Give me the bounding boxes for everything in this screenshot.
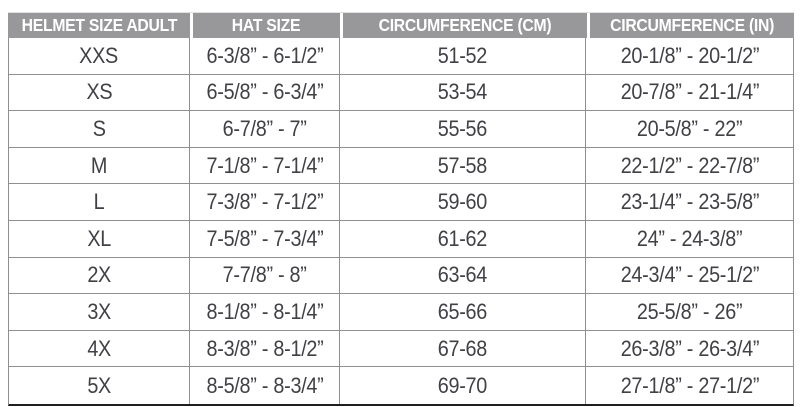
cell-circumference-in: 23-1/4” - 23-5/8” xyxy=(620,189,759,215)
cell-circumference-cm: 59-60 xyxy=(340,184,586,220)
cell-circumference-in: 27-1/8” - 27-1/2” xyxy=(620,372,759,398)
header-cell-helmet-size xyxy=(8,13,190,38)
cell-circumference-cm: 53-54 xyxy=(340,75,586,111)
cell-circumference-in: 20-5/8” - 22” xyxy=(636,115,743,141)
cell-hat-size: 7-5/8” - 7-3/4” xyxy=(190,221,340,257)
cell-circumference-in: 24” - 24-3/8” xyxy=(636,225,743,251)
cell-helmet-size: XXS xyxy=(9,38,190,74)
table-row xyxy=(9,38,793,75)
table-row xyxy=(9,367,793,404)
cell-helmet-size: 4X xyxy=(9,331,190,367)
cell-circumference-cm: 65-66 xyxy=(340,294,586,330)
header-cell-hat-size xyxy=(190,13,340,38)
header-label: CIRCUMFERENCE (IN) xyxy=(609,15,774,35)
cell-hat-size: 6-3/8” - 6-1/2” xyxy=(190,38,340,74)
header-label: HELMET SIZE ADULT xyxy=(21,15,177,35)
table-row xyxy=(9,258,793,295)
cell-circumference-cm: 67-68 xyxy=(340,331,586,367)
header-label: CIRCUMFERENCE (CM) xyxy=(378,15,552,35)
header-cell-circumference-cm xyxy=(340,13,587,38)
cell-hat-size: 7-1/8” - 7-1/4” xyxy=(190,148,340,184)
cell-circumference-in: 24-3/4” - 25-1/2” xyxy=(620,262,759,288)
cell-circumference-cm: 61-62 xyxy=(340,221,586,257)
cell-helmet-size: XS xyxy=(9,75,190,111)
table-row xyxy=(9,111,793,148)
table-row xyxy=(9,184,793,221)
cell-circumference-cm: 63-64 xyxy=(340,258,586,294)
cell-helmet-size: 3X xyxy=(9,294,190,330)
cell-helmet-size: XL xyxy=(9,221,190,257)
cell-circumference-in: 22-1/2” - 22-7/8” xyxy=(620,152,759,178)
cell-hat-size: 8-3/8” - 8-1/2” xyxy=(190,331,340,367)
table-row xyxy=(9,75,793,112)
cell-circumference-cm: 69-70 xyxy=(340,367,586,404)
cell-helmet-size: S xyxy=(9,111,190,147)
cell-helmet-size: M xyxy=(9,148,190,184)
cell-hat-size: 8-1/8” - 8-1/4” xyxy=(190,294,340,330)
cell-hat-size: 7-7/8” - 8” xyxy=(190,258,340,294)
cell-helmet-size: L xyxy=(9,184,190,220)
header-row xyxy=(8,12,794,38)
cell-circumference-cm: 57-58 xyxy=(340,148,586,184)
cell-circumference-in: 20-1/8” - 20-1/2” xyxy=(620,42,759,68)
table-row xyxy=(9,148,793,185)
size-chart-table xyxy=(8,12,794,406)
cell-circumference-cm: 55-56 xyxy=(340,111,586,147)
table-row xyxy=(9,294,793,331)
cell-circumference-cm: 51-52 xyxy=(340,38,586,74)
cell-circumference-in: 25-5/8” - 26” xyxy=(636,298,743,324)
cell-helmet-size: 5X xyxy=(9,367,190,404)
header-cell-circumference-in xyxy=(587,13,794,38)
cell-hat-size: 8-5/8” - 8-3/4” xyxy=(190,367,340,404)
table-row xyxy=(9,331,793,368)
cell-circumference-in: 26-3/8” - 26-3/4” xyxy=(620,335,759,361)
cell-hat-size: 6-5/8” - 6-3/4” xyxy=(190,75,340,111)
cell-circumference-in: 20-7/8” - 21-1/4” xyxy=(620,79,759,105)
cell-helmet-size: 2X xyxy=(9,258,190,294)
cell-hat-size: 7-3/8” - 7-1/2” xyxy=(190,184,340,220)
cell-hat-size: 6-7/8” - 7” xyxy=(190,111,340,147)
table-row xyxy=(9,221,793,258)
header-label: HAT SIZE xyxy=(232,15,301,35)
table-body xyxy=(8,38,794,406)
